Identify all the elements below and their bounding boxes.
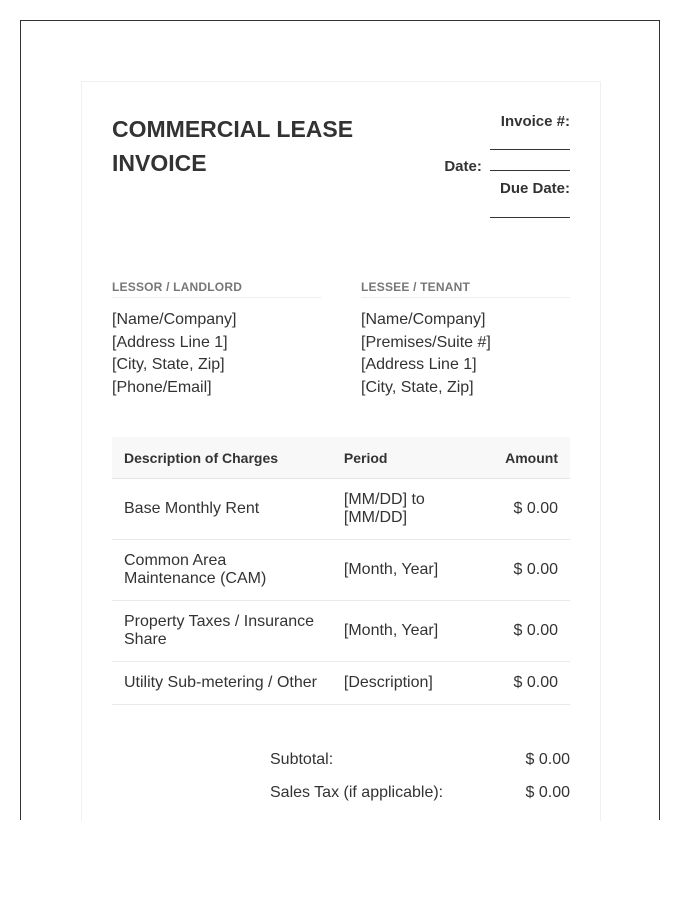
- invoice-number-blank[interactable]: [490, 148, 570, 150]
- lessee-premises: [Premises/Suite #]: [361, 333, 491, 351]
- charge-description: Common Area Maintenance (CAM): [112, 540, 332, 601]
- lessor-name: [Name/Company]: [112, 311, 237, 328]
- due-date-blank[interactable]: [490, 216, 570, 218]
- charge-period: [MM/DD] to [MM/DD]: [332, 479, 493, 540]
- lessor-contact: [Phone/Email]: [112, 378, 212, 396]
- lessor-block: [112, 280, 321, 399]
- invoice-number-line[interactable]: [490, 137, 570, 154]
- header-period: Period: [332, 437, 493, 479]
- charge-period: [Month, Year]: [332, 540, 493, 601]
- date-field[interactable]: [444, 158, 570, 175]
- subtotal-label: Subtotal:: [270, 751, 334, 768]
- invoice-title: [112, 112, 412, 180]
- charge-amount: $ 0.00: [493, 601, 570, 662]
- date-blank[interactable]: [490, 169, 570, 171]
- lessee-name: [Name/Company]: [361, 311, 486, 328]
- charge-period: [Month, Year]: [332, 601, 493, 662]
- lessee-block: [361, 280, 570, 399]
- due-date-label: Due Date:: [499, 180, 570, 197]
- lessee-address: [Address Line 1]: [361, 356, 477, 373]
- table-row: [112, 540, 570, 601]
- charge-description: Utility Sub-metering / Other: [112, 662, 332, 705]
- table-row: [112, 479, 570, 540]
- lessor-heading: LESSOR / LANDLORD: [112, 280, 321, 298]
- charges-header-row: [112, 437, 570, 479]
- sales-tax-label: Sales Tax (if applicable):: [270, 784, 444, 801]
- lessor-city: [City, State, Zip]: [112, 356, 225, 373]
- invoice-number-field[interactable]: [501, 113, 570, 130]
- due-date-line[interactable]: [490, 205, 570, 222]
- charge-description: Property Taxes / Insurance Share: [112, 601, 332, 662]
- charge-description: Base Monthly Rent: [112, 479, 332, 540]
- charge-amount: $ 0.00: [493, 540, 570, 601]
- header-amount: Amount: [493, 437, 570, 479]
- title-line-2: INVOICE: [112, 150, 207, 176]
- table-row: [112, 601, 570, 662]
- table-row: [112, 662, 570, 705]
- subtotal-value: $ 0.00: [525, 751, 570, 768]
- charges-table: [112, 437, 570, 705]
- date-label: Date:: [444, 158, 482, 175]
- charge-period: [Description]: [332, 662, 493, 705]
- title-line-1: COMMERCIAL LEASE: [112, 116, 354, 142]
- sales-tax-value: $ 0.00: [525, 784, 570, 801]
- charge-amount: $ 0.00: [493, 662, 570, 705]
- charge-amount: $ 0.00: [493, 479, 570, 540]
- header-description: Description of Charges: [112, 437, 332, 479]
- lessee-city: [City, State, Zip]: [361, 378, 474, 396]
- due-date-field[interactable]: [500, 180, 570, 197]
- lessee-heading: LESSEE / TENANT: [361, 280, 570, 298]
- lessor-address: [Address Line 1]: [112, 333, 228, 351]
- invoice-number-label: Invoice #:: [500, 113, 570, 130]
